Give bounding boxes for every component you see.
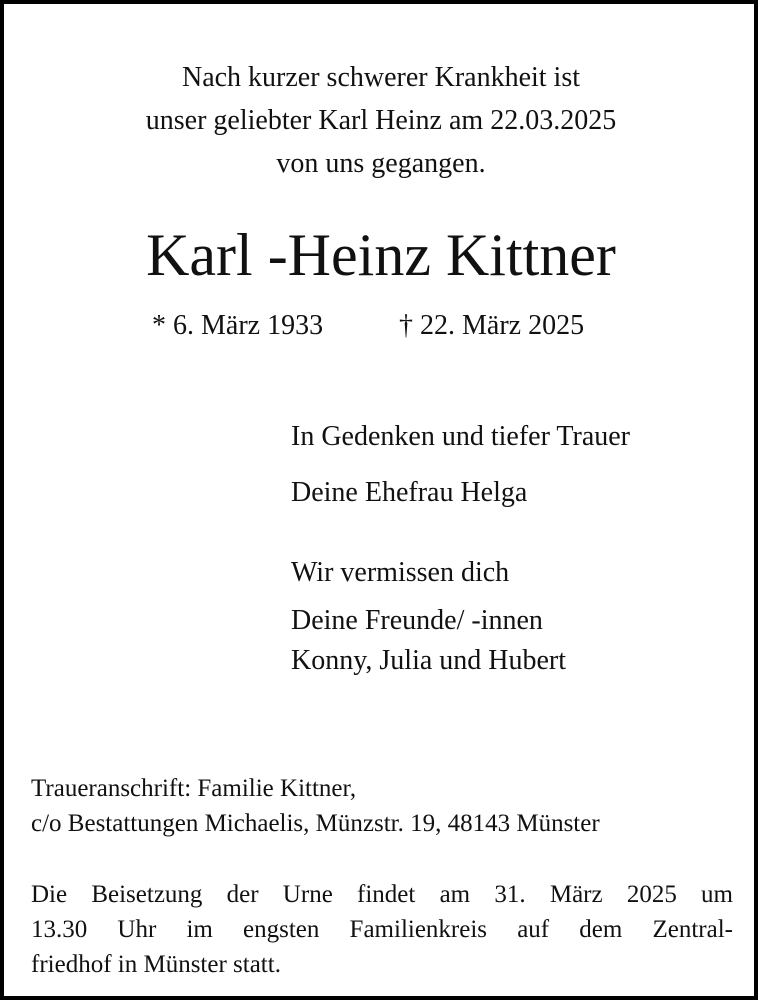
birth-date: * 6. März 1933 <box>152 310 324 341</box>
address-line: Traueranschrift: Familie Kittner, <box>31 775 357 802</box>
death-date: † 22. März 2025 <box>399 310 585 341</box>
mourner-friends-names: Konny, Julia und Hubert <box>291 645 567 676</box>
mourning-line: Wir vermissen dich <box>291 557 510 588</box>
burial-notice <box>31 877 733 982</box>
deceased-name: Karl -Heinz Kittner <box>146 222 616 288</box>
notice-line: friedhof in Münster statt. <box>31 951 281 978</box>
intro-line: Nach kurzer schwerer Krankheit ist <box>181 62 581 93</box>
address-line: c/o Bestattungen Michaelis, Münzstr. 19, 48143 Münster <box>31 810 600 837</box>
notice-line: 13.30 Uhr im engsten Familienkreis auf dem Zentral- <box>31 916 733 943</box>
mourner-spouse: Deine Ehefrau Helga <box>291 477 528 508</box>
mourning-address <box>31 771 600 841</box>
mourner-friends: Deine Freunde/ -innen <box>291 605 543 636</box>
mourning-line: In Gedenken und tiefer Trauer <box>291 421 631 452</box>
intro-line: von uns gegangen. <box>276 148 486 179</box>
notice-line: Die Beisetzung der Urne findet am 31. März 2025 um <box>31 881 733 908</box>
intro-line: unser geliebter Karl Heinz am 22.03.2025 <box>145 105 617 136</box>
intro-text <box>4 56 758 185</box>
